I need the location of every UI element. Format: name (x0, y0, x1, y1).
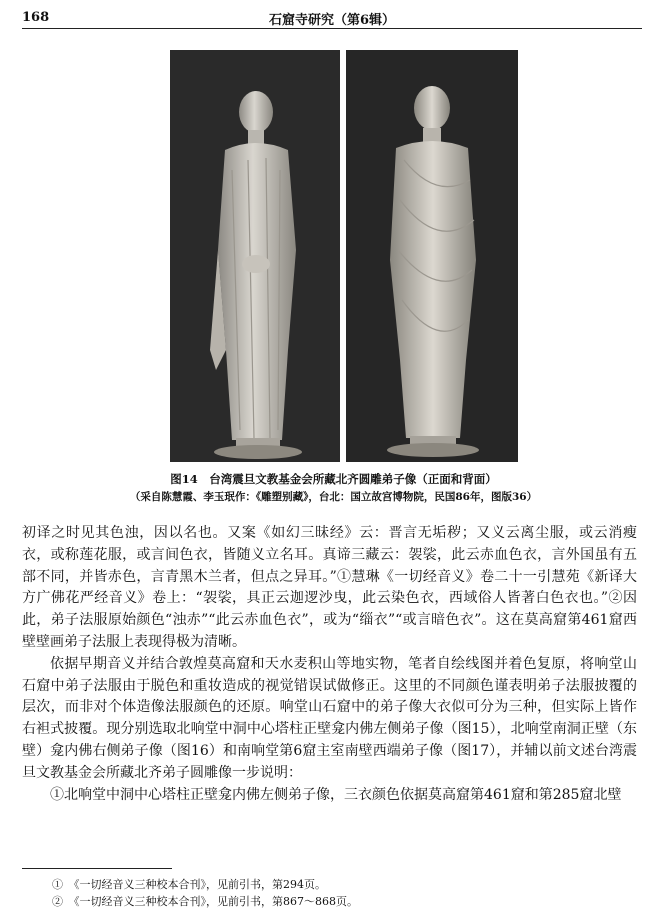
paragraph: ①北响堂中洞中心塔柱正壁龛内佛左侧弟子像，三衣颜色依据莫高窟第461窟和第285窟北壁 (50, 786, 622, 803)
footnote: ① 《一切经音义三种校本合刊》，见前引书，第294页。 (52, 878, 326, 891)
footnotes (52, 876, 358, 910)
page-number: 168 (22, 10, 50, 25)
journal-title: 石窟寺研究（第6辑） (268, 13, 396, 28)
figure-caption: 图14 台湾震旦文教基金会所藏北齐圆雕弟子像（正面和背面） (170, 472, 497, 486)
paragraph: 依据早期音义并结合敦煌莫高窟和天水麦积山等地实物，笔者自绘线图并着色复原，将响堂山石窟中弟子法服由于脱色和重妆造成的视觉错误试做修正。这里的不同颜色谨表明弟子法服披覆的层次，而非对个体造像法服颜色的还原。响堂山石窟中的弟子像大衣似可分为三种，但实际上皆作右袒式披覆。现分别选取北响堂中洞中心塔柱正壁龛内佛左侧弟子像（图15），北响堂南洞正壁（东壁）龛内佛右侧弟子像（图16）和南响堂第6窟主室南壁西端弟子像（图17），并辅以前文述台湾震旦文教基金会所藏北齐弟子圆雕像一步说明： (22, 655, 637, 781)
figure-source: （采自陈慧霞、李玉珉作：《雕塑别藏》，台北：国立故宫博物院，民国86年，图版36） (129, 491, 538, 503)
footnote-divider (22, 868, 172, 869)
paragraph: 初译之时见其色浊，因以名也。又案《如幻三昧经》云：晋言无垢秽；又义云离尘服，或云消瘦衣，或称莲花服，或言间色衣，皆随义立名耳。真谛三藏云：袈裟，此云赤血色衣，言外国虽有五部不同，并皆赤色，言青黑木兰者，但点之异耳。”①慧琳《一切经音义》卷二十一引慧苑《新译大方广佛花严经音义》卷上：“袈裟，具正云迦逻沙曳，此云染色衣，西域俗人皆著白色衣也。”②因此，弟子法服原始颜色“浊赤”“此云赤血色衣”，或为“缁衣”“或言暗色衣”。这在莫高窟第461窟西壁壁画弟子法服上表现得极为清晰。 (22, 525, 637, 650)
statue-back-photo (346, 50, 518, 462)
running-header (22, 6, 642, 29)
statue-front-photo (170, 50, 340, 462)
footnote: ② 《一切经音义三种校本合刊》，见前引书，第867～868页。 (52, 895, 358, 908)
body-text (22, 523, 637, 806)
